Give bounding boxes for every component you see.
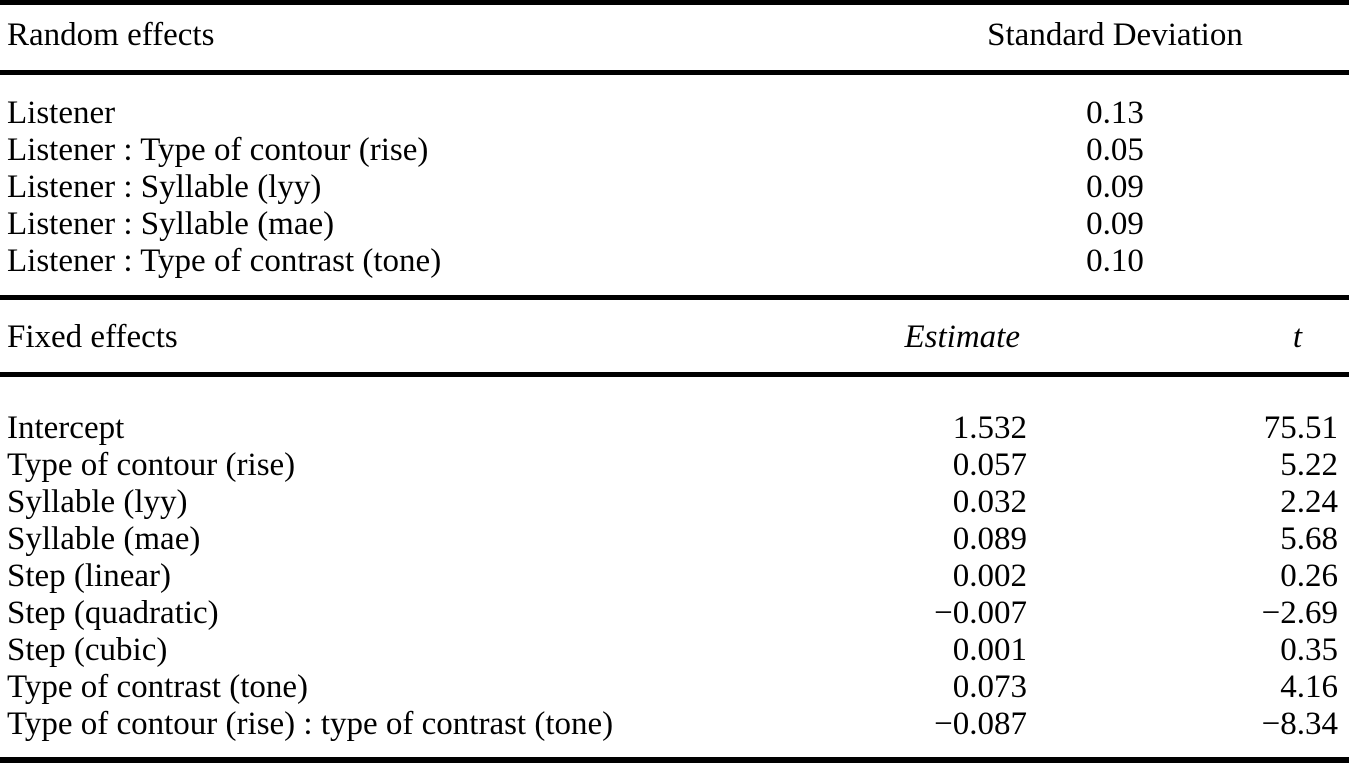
table-row (0, 132, 1349, 169)
table-row (0, 447, 1349, 484)
random-effects-section-title: Random effects (7, 17, 215, 53)
table-row (0, 595, 1349, 632)
fixed-effect-label: Type of contour (rise) : type of contrast (tone) (7, 706, 614, 742)
fixed-effect-estimate-value: 0.002 (952, 558, 1027, 594)
fixed-effect-label: Type of contrast (tone) (7, 669, 308, 705)
fixed-effect-t-value: 0.26 (1280, 558, 1338, 594)
fixed-effect-t-value: 0.35 (1280, 632, 1338, 668)
fixed-effect-t-value: 4.16 (1280, 669, 1338, 705)
random-effect-sd-value: 0.10 (1086, 243, 1144, 279)
table-row (0, 410, 1349, 447)
fixed-effect-t-value: 5.22 (1280, 447, 1338, 483)
random-effect-sd-value: 0.05 (1086, 132, 1144, 168)
table-row (0, 484, 1349, 521)
fixed-effect-t-value: 5.68 (1280, 521, 1338, 557)
random-effect-label: Listener (7, 95, 116, 131)
fixed-effect-estimate-value: 0.089 (952, 521, 1027, 557)
fixed-effect-estimate-value: 0.001 (952, 632, 1027, 668)
fixed-effect-estimate-value: 0.032 (952, 484, 1027, 520)
random-effect-label: Listener : Syllable (lyy) (7, 169, 322, 205)
random-effect-sd-value: 0.13 (1086, 95, 1144, 131)
fixed-effect-label: Step (quadratic) (7, 595, 219, 631)
fixed-effect-estimate-value: −0.087 (934, 706, 1027, 742)
random-effect-sd-value: 0.09 (1086, 206, 1144, 242)
fixed-effect-label: Intercept (7, 410, 125, 446)
table-row (0, 206, 1349, 243)
table-row (0, 243, 1349, 280)
table-row (0, 558, 1349, 595)
random-effects-header-row (0, 5, 1349, 70)
t-column-header: t (1292, 319, 1302, 355)
random-effect-sd-value: 0.09 (1086, 169, 1144, 205)
fixed-effects-header-row (0, 300, 1349, 372)
random-effects-body (0, 75, 1349, 295)
fixed-effects-section-title: Fixed effects (7, 319, 178, 355)
fixed-effect-t-value: −8.34 (1261, 706, 1338, 742)
fixed-effect-label: Syllable (mae) (7, 521, 201, 557)
random-effect-label: Listener : Type of contour (rise) (7, 132, 429, 168)
table-row (0, 95, 1349, 132)
fixed-effect-t-value: 75.51 (1263, 410, 1338, 446)
standard-deviation-column-header: Standard Deviation (987, 17, 1243, 53)
fixed-effect-label: Type of contour (rise) (7, 447, 296, 483)
fixed-effects-body (0, 377, 1349, 757)
fixed-effect-estimate-value: 1.532 (952, 410, 1027, 446)
table-row (0, 669, 1349, 706)
table-row (0, 632, 1349, 669)
table-row (0, 169, 1349, 206)
estimate-column-header: Estimate (904, 319, 1020, 355)
fixed-effect-label: Syllable (lyy) (7, 484, 188, 520)
table-row (0, 706, 1349, 743)
table-row (0, 521, 1349, 558)
fixed-effect-estimate-value: −0.007 (934, 595, 1027, 631)
fixed-effect-label: Step (cubic) (7, 632, 168, 668)
fixed-effect-label: Step (linear) (7, 558, 172, 594)
bottom-rule (0, 757, 1349, 763)
random-effect-label: Listener : Syllable (mae) (7, 206, 335, 242)
fixed-effect-t-value: 2.24 (1280, 484, 1338, 520)
fixed-effect-estimate-value: 0.073 (952, 669, 1027, 705)
fixed-effect-t-value: −2.69 (1261, 595, 1338, 631)
random-effect-label: Listener : Type of contrast (tone) (7, 243, 442, 279)
fixed-effect-estimate-value: 0.057 (952, 447, 1027, 483)
